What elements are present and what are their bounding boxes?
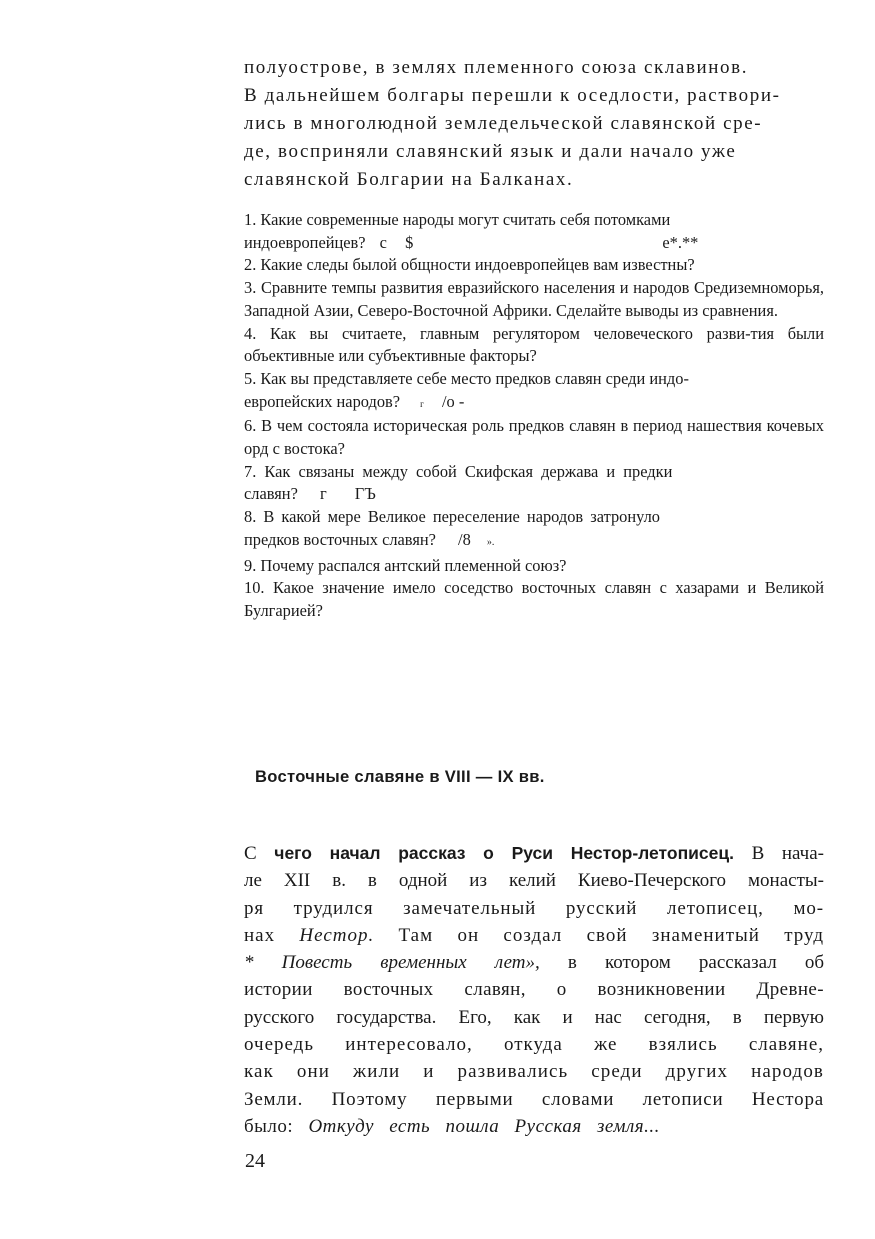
- text-line: очередь интересовало, откуда же взялись славяне,: [244, 1034, 824, 1056]
- text-line: ря трудился замечательный русский летописец, мо-: [244, 897, 824, 919]
- text-line: [244, 949, 824, 976]
- text-fragment: в котором рассказал об: [567, 952, 824, 974]
- stray-mark: /8: [458, 529, 471, 549]
- text-line: истории восточных славян, о возникновении Древне-: [244, 979, 824, 1001]
- question-7: [244, 461, 824, 506]
- text-line: славянской Болгарии на Балканах.: [244, 169, 574, 190]
- question-2: 2. Какие следы былой общности индоевропейцев вам известны?: [244, 255, 695, 275]
- top-paragraph: [244, 54, 824, 194]
- stray-mark: г: [319, 484, 327, 504]
- question-6: 6. В чем состояла историческая роль предков славян в период нашествия кочевых орд с востока?: [244, 416, 824, 459]
- text-line: полуострове, в землях племенного союза склавинов.: [244, 57, 749, 78]
- question-5: [244, 368, 824, 415]
- question-7-line-2-text: славян?: [244, 484, 298, 504]
- text-line: [244, 922, 824, 949]
- text-line: русского государства. Его, как и нас сегодня, в первую: [244, 1006, 824, 1028]
- question-8-line-2-text: предков восточных славян?: [244, 529, 436, 549]
- text-line: Земли. Поэтому первыми словами летописи Нестора: [244, 1088, 824, 1110]
- stray-mark: ».: [486, 536, 495, 548]
- question-3: 3. Сравните темпы развития евразийского населения и народов Средиземноморья, Западной Азии, Северо-Восточной Африки. Сделайте выводы из сравнения.: [244, 278, 824, 320]
- question-8: [244, 506, 824, 554]
- text-line: [244, 1113, 824, 1140]
- question-1-line-2-text: индоевропейцев?: [244, 232, 366, 252]
- stray-mark: г: [420, 398, 424, 409]
- section-heading: Восточные славяне в VIII — IX вв.: [255, 767, 545, 786]
- italic-name: Нестор.: [299, 924, 375, 946]
- stray-mark: /о -: [441, 391, 465, 411]
- text-line: де, восприняли славянский язык и дали начало уже: [244, 141, 737, 162]
- text-fragment: В нача-: [751, 843, 824, 864]
- text-line: В дальнейшем болгары перешли к оседлости, раствори-: [244, 85, 781, 106]
- question-7-line-2: [244, 483, 824, 506]
- text-fragment: было:: [244, 1115, 294, 1137]
- stray-mark: $: [405, 232, 414, 252]
- text-fragment: нах: [244, 924, 276, 946]
- main-paragraph: [244, 840, 824, 1140]
- text-fragment: Там он создал свой знаменитый труд: [398, 924, 825, 946]
- question-9: 9. Почему распался антский племенной союз?: [244, 555, 567, 575]
- dropcap: С: [244, 843, 257, 864]
- question-5-line-2-text: европейских народов?: [244, 391, 401, 411]
- stray-mark: е*.**: [662, 232, 699, 252]
- page-number: 24: [245, 1150, 265, 1172]
- question-7-line-1: 7. Как связаны между собой Скифская держава и предки: [244, 461, 673, 481]
- question-10: 10. Какое значение имело соседство восточных славян с хазарами и Великой Булгарией?: [244, 578, 824, 620]
- question-1-line-2: [244, 232, 824, 255]
- italic-quote: Откуду есть пошла Русская земля...: [308, 1115, 660, 1137]
- stray-mark: с: [379, 232, 387, 252]
- text-line: лись в многолюдной земледельческой славянской сре-: [244, 113, 763, 134]
- text-line: ле XII в. в одной из келий Киево-Печерского монасты-: [244, 870, 824, 892]
- text-line: [244, 840, 824, 867]
- stray-mark: ГЪ: [354, 484, 376, 504]
- italic-title: * Повесть временных лет»,: [244, 952, 540, 974]
- text-line: как они жили и развивались среди других народов: [244, 1061, 824, 1083]
- question-5-line-2: [244, 391, 824, 416]
- review-questions: [244, 209, 824, 623]
- lead-heading: чего начал рассказ о Руси Нестор-летописец.: [274, 843, 734, 863]
- question-1: [244, 209, 824, 254]
- question-8-line-1: 8. В какой мере Великое переселение народов затронуло: [244, 507, 660, 527]
- question-1-line-1: 1. Какие современные народы могут считать себя потомками: [244, 210, 671, 229]
- question-8-line-2: [244, 529, 824, 555]
- question-5-line-1: 5. Как вы представляете себе место предков славян среди индо-: [244, 368, 689, 388]
- question-4: 4. Как вы считаете, главным регулятором человеческого разви-тия были объективные или субъективные факторы?: [244, 323, 824, 366]
